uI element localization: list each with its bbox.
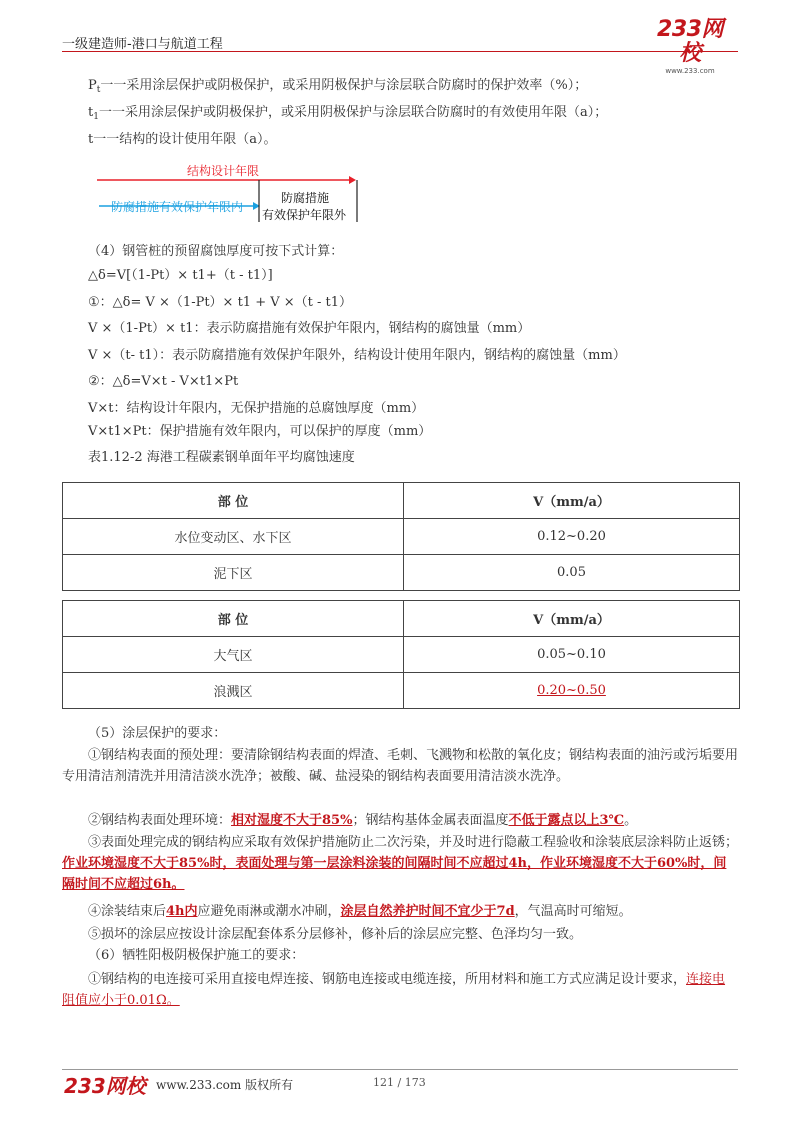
brand-logo: [648, 18, 732, 75]
formula-1-term-b: V ×（t- t1）：表示防腐措施有效保护年限外，结构设计使用年限内，钢结构的腐蚀量（mm）: [88, 348, 626, 363]
design-life-arrowhead: [349, 176, 356, 184]
table-cell: 0.12~0.20: [404, 519, 740, 555]
formula-2-term-b: V×t1×Pt：保护措施有效年限内，可以保护的厚度（mm）: [88, 424, 432, 439]
highlight: 涂层自然养护时间不宜少于7d: [340, 904, 515, 919]
table-cell: 0.05: [404, 555, 740, 591]
corrosion-rate-table-2: [62, 600, 740, 709]
table-row: [63, 519, 740, 555]
table-cell: 水位变动区、水下区: [63, 519, 404, 555]
footer-copyright: www.233.com 版权所有: [156, 1078, 294, 1092]
table-cell: [404, 673, 740, 709]
formula-intro: （4）钢管桩的预留腐蚀厚度可按下式计算：: [88, 244, 344, 259]
protection-period-label: 防腐措施有效保护年限内: [111, 200, 244, 214]
table-header-row: [63, 601, 740, 637]
highlight: 作业环境湿度不大于85%时，表面处理与第一层涂料涂装的间隔时间不应超过4h，作业环境湿度不大于60%时，间隔时间不应超过6h。: [62, 856, 727, 892]
formula-1: ①：△δ= V ×（1-Pt）× t1 + V ×（t - t1）: [88, 295, 353, 310]
highlight: 不低于露点以上3℃: [508, 813, 625, 828]
table-row: [63, 637, 740, 673]
table-row: [63, 555, 740, 591]
corrosion-rate-table-1: [62, 482, 740, 591]
outside-label-line1: 防腐措施: [281, 191, 330, 205]
highlight: 相对湿度不大于85%: [231, 813, 353, 828]
design-life-label: 结构设计年限: [187, 164, 260, 178]
footer-divider: [62, 1069, 738, 1070]
header-cell: 部 位: [63, 483, 404, 519]
coating-para-5: ⑤损坏的涂层应按设计涂层配套体系分层修补，修补后的涂层应完整、色泽均匀一致。: [88, 927, 583, 942]
page-number: 121 / 173: [373, 1076, 426, 1089]
header-divider: [62, 51, 738, 52]
table-cell: 大气区: [63, 637, 404, 673]
def-pt: $P_t$一一采用涂层保护或阴极保护，或采用阴极保护与涂层联合防腐时的保护效率（%）；: [88, 78, 588, 95]
brand-logo-text: 233网校: [657, 17, 723, 66]
header-cell: 部 位: [63, 601, 404, 637]
highlight: 4h内: [166, 904, 198, 919]
def-t: t一一结构的设计使用年限（a）。: [88, 132, 277, 147]
document-header-title: 一级建造师-港口与航道工程: [62, 37, 223, 52]
anode-para-1: ①钢结构的电连接可采用直接电焊连接、钢筋电连接或电缆连接，所用材料和施工方式应满足设计要求，连接电阻值应小于0.01Ω。: [62, 972, 726, 1008]
formula-main: △δ=V[（1-Pt）× t1+（t - t1）]: [88, 268, 273, 283]
formula-2-term-a: V×t：结构设计年限内，无保护措施的总腐蚀厚度（mm）: [88, 401, 425, 416]
brand-logo-url: www.233.com: [665, 67, 715, 75]
footer-logo: 233网校: [64, 1074, 146, 1098]
table-caption: 表1.12-2 海港工程碳素钢单面年平均腐蚀速度: [88, 450, 355, 465]
def-t1: $t_1$一一采用涂层保护或阴极保护，或采用阴极保护与涂层联合防腐时的有效使用年限（a）；: [88, 105, 608, 122]
highlighted-value: 0.20~0.50: [537, 683, 606, 698]
coating-para-2: ②钢结构表面处理环境：相对湿度不大于85%；钢结构基体金属表面温度不低于露点以上3℃。: [88, 813, 638, 828]
formula-1-term-a: V ×（1-Pt）× t1：表示防腐措施有效保护年限内，钢结构的腐蚀量（mm）: [88, 321, 531, 336]
table-cell: 0.05~0.10: [404, 637, 740, 673]
table-row: [63, 673, 740, 709]
header-cell: V（mm/a）: [404, 483, 740, 519]
coating-para-3: ③表面处理完成的钢结构应采取有效保护措施防止二次污染，并及时进行隐蔽工程验收和涂装底层涂料防止返锈；作业环境湿度不大于85%时，表面处理与第一层涂料涂装的间隔时间不应超过4h，作业环境湿度不大于60%时，间隔时间不应超过6h。: [62, 835, 739, 892]
coating-para-1: ①钢结构表面的预处理：要清除钢结构表面的焊渣、毛刺、飞溅物和松散的氧化皮；钢结构表面的油污或污垢要用专用清洁剂清洗并用清洁淡水洗净；被酸、碱、盐浸染的钢结构表面要用清洁淡水洗净。: [62, 748, 739, 784]
table-cell: 泥下区: [63, 555, 404, 591]
table-header-row: [63, 483, 740, 519]
header-cell: V（mm/a）: [404, 601, 740, 637]
formula-2: ②：△δ=V×t - V×t1×Pt: [88, 374, 239, 389]
protection-period-diagram: [95, 160, 365, 224]
table-cell: 浪溅区: [63, 673, 404, 709]
anode-section-title: （6）牺牲阳极阴极保护施工的要求：: [88, 948, 305, 963]
coating-section-title: （5）涂层保护的要求：: [88, 726, 227, 741]
highlight: 连接电阻值应小于0.01Ω。: [62, 972, 726, 1008]
outside-label-line2: 有效保护年限外: [262, 208, 347, 222]
coating-para-4: ④涂装结束后4h内应避免雨淋或潮水冲刷，涂层自然养护时间不宜少于7d，气温高时可缩短。: [88, 904, 632, 919]
